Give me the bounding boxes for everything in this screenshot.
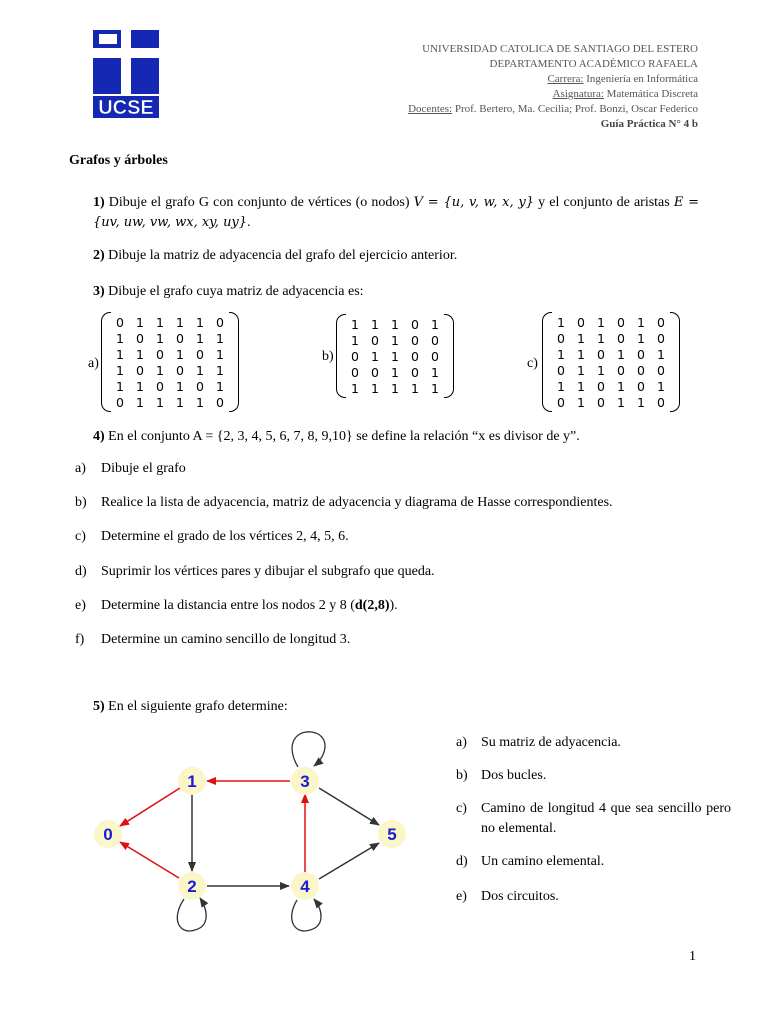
svg-text:0: 0 <box>103 825 113 844</box>
header-university: UNIVERSIDAD CATOLICA DE SANTIAGO DEL ESTERO <box>422 43 698 55</box>
matrix-cell: 1 <box>216 330 224 346</box>
matrix-cell: 0 <box>351 348 359 364</box>
matrix-cell: 1 <box>371 380 379 396</box>
matrix-cell: 0 <box>411 332 419 348</box>
matrix-cell: 1 <box>116 378 124 394</box>
matrix-cell: 0 <box>637 346 645 362</box>
matrix-row <box>345 348 445 364</box>
matrix-cell: 0 <box>657 314 665 330</box>
matrix-cell: 1 <box>411 380 419 396</box>
matrix-cell: 1 <box>597 330 605 346</box>
matrix-cell: 1 <box>637 394 645 410</box>
matrix-cell: 0 <box>136 330 144 346</box>
matrix-cell: 1 <box>577 394 585 410</box>
svg-text:4: 4 <box>300 877 310 896</box>
matrix-cell: 1 <box>597 314 605 330</box>
exercise-5-item-a: a) Su matriz de adyacencia. <box>456 735 621 750</box>
matrix-cell: 0 <box>637 362 645 378</box>
exercise-5-item-c: c) Camino de longitud 4 que sea sencillo pero no elemental. <box>456 801 731 836</box>
matrix-cell: 1 <box>577 378 585 394</box>
matrix-cell: 1 <box>176 378 184 394</box>
header-docentes: Docentes: Prof. Bertero, Ma. Cecilia; Prof. Bonzi, Oscar Federico <box>408 103 698 115</box>
matrix-cell: 0 <box>557 362 565 378</box>
matrix-row <box>345 332 445 348</box>
matrix-cell: 1 <box>577 362 585 378</box>
section-title: Grafos y árboles <box>69 153 168 168</box>
page-number: 1 <box>689 949 696 964</box>
matrix-cell: 0 <box>216 314 224 330</box>
matrix-cell: 1 <box>557 378 565 394</box>
svg-text:3: 3 <box>300 772 310 791</box>
matrix-cell: 0 <box>597 394 605 410</box>
header-department: DEPARTAMENTO ACADÉMICO RAFAELA <box>489 58 698 70</box>
matrix-a <box>110 314 230 410</box>
matrix-cell: 1 <box>597 362 605 378</box>
matrix-cell: 1 <box>657 378 665 394</box>
matrix-row <box>551 378 671 394</box>
header-guia: Guía Práctica N° 4 b <box>600 118 698 130</box>
exercise-4-item-c: c) Determine el grado de los vértices 2, 4, 5, 6. <box>75 529 349 544</box>
ucse-logo <box>93 30 159 118</box>
logo-text: UCSE <box>98 97 154 118</box>
matrix-cell: 1 <box>657 346 665 362</box>
matrix-cell: 0 <box>196 378 204 394</box>
matrix-cell: 0 <box>116 314 124 330</box>
matrix-cell: 0 <box>156 346 164 362</box>
svg-text:1: 1 <box>187 772 197 791</box>
matrix-cell: 0 <box>597 378 605 394</box>
matrix-cell: 1 <box>351 332 359 348</box>
edge-1-0 <box>120 788 180 826</box>
matrix-cell: 1 <box>176 314 184 330</box>
matrix-cell: 0 <box>617 314 625 330</box>
matrix-cell: 1 <box>216 378 224 394</box>
matrix-cell: 1 <box>371 316 379 332</box>
matrix-cell: 1 <box>136 394 144 410</box>
matrix-cell: 1 <box>196 362 204 378</box>
matrix-cell: 0 <box>431 332 439 348</box>
matrix-cell: 0 <box>136 362 144 378</box>
matrix-cell: 1 <box>156 362 164 378</box>
matrix-cell: 0 <box>216 394 224 410</box>
matrix-cell: 0 <box>597 346 605 362</box>
matrix-cell: 1 <box>176 346 184 362</box>
matrix-cell: 1 <box>216 362 224 378</box>
matrix-cell: 0 <box>411 316 419 332</box>
matrix-cell: 1 <box>391 380 399 396</box>
matrix-cell: 0 <box>371 364 379 380</box>
exercise-4-item-b: b) Realice la lista de adyacencia, matriz de adyacencia y diagrama de Hasse correspondientes. <box>75 495 613 510</box>
node-1 <box>178 767 206 795</box>
matrix-row <box>110 362 230 378</box>
loop-3 <box>292 732 325 767</box>
matrix-cell: 1 <box>391 364 399 380</box>
matrix-cell: 0 <box>411 364 419 380</box>
node-4 <box>291 872 319 900</box>
node-3 <box>291 767 319 795</box>
matrix-cell: 1 <box>156 394 164 410</box>
loop-2 <box>177 898 206 931</box>
matrix-cell: 1 <box>617 378 625 394</box>
exercise-2: 2) Dibuje la matriz de adyacencia del grafo del ejercicio anterior. <box>93 248 458 263</box>
matrix-cell: 1 <box>116 346 124 362</box>
exercise-5-item-d: d) Un camino elemental. <box>456 854 605 869</box>
matrix-cell: 1 <box>156 314 164 330</box>
matrix-cell: 1 <box>577 346 585 362</box>
svg-text:5: 5 <box>387 825 397 844</box>
matrix-b-label: b) <box>322 349 334 364</box>
matrix-cell: 1 <box>431 316 439 332</box>
matrix-cell: 1 <box>116 330 124 346</box>
matrix-cell: 1 <box>577 330 585 346</box>
node-0 <box>94 820 122 848</box>
matrix-row <box>110 346 230 362</box>
directed-graph <box>90 730 420 940</box>
matrix-cell: 0 <box>637 378 645 394</box>
matrix-cell: 1 <box>617 346 625 362</box>
exercise-4-item-f: f) Determine un camino sencillo de longitud 3. <box>75 632 351 647</box>
matrix-cell: 0 <box>557 330 565 346</box>
node-2 <box>178 872 206 900</box>
matrix-cell: 0 <box>351 364 359 380</box>
exercise-5: 5) En el siguiente grafo determine: <box>93 699 288 714</box>
exercise-4: 4) En el conjunto A = {2, 3, 4, 5, 6, 7, 8, 9,10} se define la relación “x es divisor de y”. <box>93 429 580 444</box>
matrix-b <box>345 316 445 396</box>
exercise-5-item-e: e) Dos circuitos. <box>456 889 559 904</box>
matrix-cell: 1 <box>116 362 124 378</box>
matrix-cell: 1 <box>637 314 645 330</box>
matrix-cell: 0 <box>176 362 184 378</box>
matrix-c <box>551 314 671 410</box>
matrix-row <box>551 394 671 410</box>
matrix-cell: 1 <box>156 330 164 346</box>
exercise-3: 3) Dibuje el grafo cuya matriz de adyacencia es: <box>93 284 364 299</box>
edge-2-0 <box>120 842 179 878</box>
matrix-row <box>345 364 445 380</box>
matrix-row <box>345 316 445 332</box>
matrix-cell: 1 <box>216 346 224 362</box>
matrix-cell: 1 <box>136 378 144 394</box>
matrix-cell: 1 <box>351 380 359 396</box>
exercise-4-item-d: d) Suprimir los vértices pares y dibujar el subgrafo que queda. <box>75 564 435 579</box>
matrix-cell: 0 <box>156 378 164 394</box>
matrix-cell: 1 <box>637 330 645 346</box>
matrix-cell: 0 <box>557 394 565 410</box>
matrix-row <box>110 330 230 346</box>
edge-4-5 <box>319 843 379 879</box>
matrix-cell: 1 <box>196 314 204 330</box>
matrix-cell: 1 <box>136 314 144 330</box>
matrix-cell: 1 <box>136 346 144 362</box>
matrix-cell: 1 <box>351 316 359 332</box>
svg-text:2: 2 <box>187 877 197 896</box>
matrix-cell: 1 <box>371 348 379 364</box>
matrix-row <box>551 362 671 378</box>
matrix-row <box>110 394 230 410</box>
matrix-row <box>110 378 230 394</box>
matrix-cell: 0 <box>116 394 124 410</box>
matrix-row <box>551 346 671 362</box>
exercise-4-item-a: a) Dibuje el grafo <box>75 461 186 476</box>
matrix-cell: 1 <box>557 346 565 362</box>
matrix-cell: 1 <box>557 314 565 330</box>
matrix-cell: 0 <box>196 346 204 362</box>
edge-3-5 <box>319 788 379 825</box>
matrix-cell: 1 <box>431 364 439 380</box>
matrix-c-label: c) <box>527 356 538 371</box>
matrix-a-label: a) <box>88 356 99 371</box>
document-header <box>408 42 698 132</box>
matrix-cell: 0 <box>617 330 625 346</box>
exercise-1: 1) Dibuje el grafo G con conjunto de vértices (o nodos) V = {u, v, w, x, y} y el conjunto de aristas E = {uv, uw, vw, wx, xy, uy}. <box>93 195 699 230</box>
matrix-cell: 0 <box>577 314 585 330</box>
matrix-cell: 1 <box>196 330 204 346</box>
matrix-cell: 0 <box>657 362 665 378</box>
header-carrera: Carrera: Ingeniería en Informática <box>547 73 698 85</box>
matrix-row <box>551 314 671 330</box>
exercise-5-item-b: b) Dos bucles. <box>456 768 547 783</box>
matrix-cell: 1 <box>617 394 625 410</box>
matrix-row <box>551 330 671 346</box>
node-5 <box>378 820 406 848</box>
matrix-cell: 1 <box>196 394 204 410</box>
matrix-cell: 1 <box>176 394 184 410</box>
matrix-cell: 1 <box>431 380 439 396</box>
matrix-cell: 0 <box>176 330 184 346</box>
exercise-4-item-e: e) Determine la distancia entre los nodos 2 y 8 (d(2,8)). <box>75 598 398 613</box>
matrix-row <box>345 380 445 396</box>
matrix-cell: 0 <box>411 348 419 364</box>
loop-4 <box>292 899 321 931</box>
matrix-cell: 1 <box>391 332 399 348</box>
matrix-cell: 0 <box>617 362 625 378</box>
matrix-cell: 0 <box>371 332 379 348</box>
matrix-cell: 0 <box>657 330 665 346</box>
matrix-cell: 1 <box>391 348 399 364</box>
header-asignatura: Asignatura: Matemática Discreta <box>552 88 698 100</box>
matrix-row <box>110 314 230 330</box>
matrix-cell: 0 <box>657 394 665 410</box>
matrix-cell: 1 <box>391 316 399 332</box>
matrix-cell: 0 <box>431 348 439 364</box>
